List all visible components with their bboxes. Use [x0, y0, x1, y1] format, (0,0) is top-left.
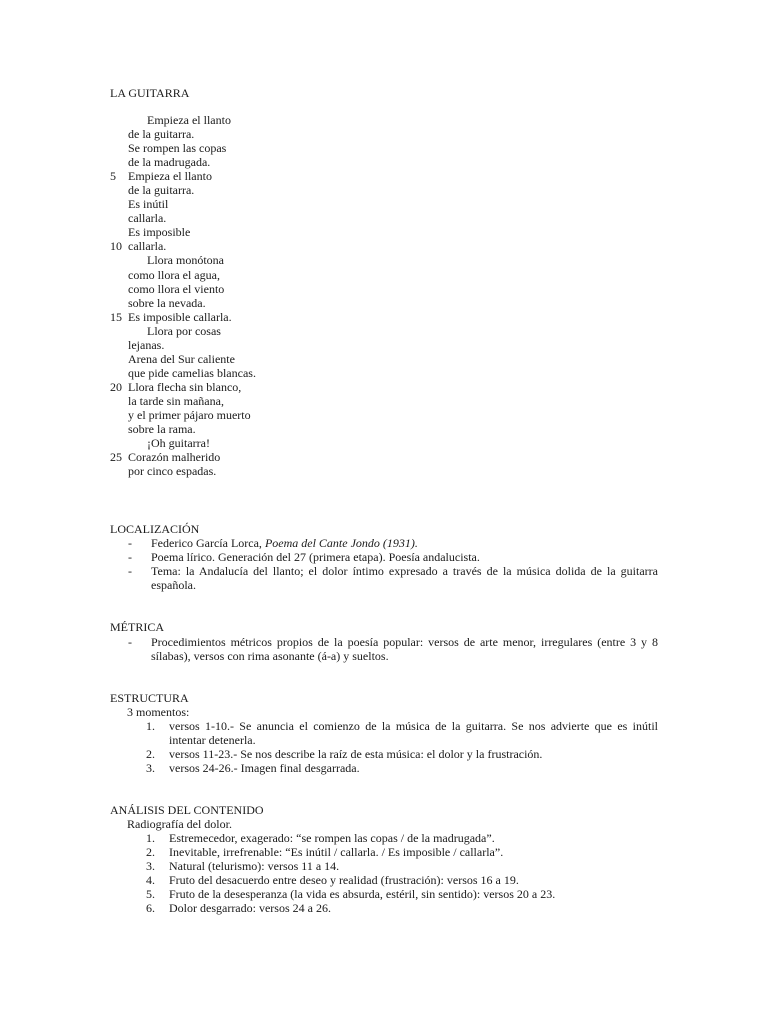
list-number: 4. — [146, 873, 155, 887]
line-text: Corazón malherido — [128, 450, 221, 465]
list-item — [110, 845, 658, 859]
list-item-text: Tema: la Andalucía del llanto; el dolor íntimo expresado a través de la música dolida de la guitarra española. — [151, 564, 658, 592]
analisis-intro: Radiografía del dolor. — [127, 817, 232, 831]
line-text: y el primer pájaro muerto — [128, 407, 251, 422]
line-text: sobre la rama. — [128, 422, 196, 437]
localizacion-list — [110, 536, 658, 592]
line-text: ¡Oh guitarra! — [147, 436, 210, 451]
line-text: de la guitarra. — [128, 127, 195, 142]
list-item-text: versos 24-26.- Imagen final desgarrada. — [169, 761, 360, 775]
list-item — [110, 887, 658, 901]
line-number: 25 — [110, 450, 122, 465]
line-text: Llora flecha sin blanco, — [128, 379, 242, 394]
list-item — [110, 536, 658, 550]
list-number: 6. — [146, 901, 155, 915]
author-name: Federico García Lorca, — [151, 536, 262, 550]
list-item — [110, 873, 658, 887]
metrica-list — [110, 635, 658, 663]
line-text: Se rompen las copas — [128, 141, 227, 156]
list-number: 3. — [146, 761, 155, 775]
line-text: lejanas. — [128, 337, 165, 352]
line-text: Es inútil — [128, 197, 169, 212]
line-text: como llora el viento — [128, 281, 225, 296]
dash-bullet: - — [128, 536, 132, 550]
line-number: 10 — [110, 239, 122, 254]
list-item-text: Dolor desgarrado: versos 24 a 26. — [169, 901, 331, 915]
section-heading-metrica: MÉTRICA — [110, 620, 164, 634]
list-item-text: Inevitable, irrefrenable: “Es inútil / callarla. / Es imposible / callarla”. — [169, 845, 504, 859]
list-item-text: Fruto del desacuerdo entre deseo y realidad (frustración): versos 16 a 19. — [169, 873, 519, 887]
line-text: Es imposible — [128, 225, 191, 240]
line-text: Empieza el llanto — [128, 169, 212, 184]
line-text: Es imposible callarla. — [128, 309, 232, 324]
estructura-list — [110, 719, 658, 775]
list-number: 2. — [146, 747, 155, 761]
line-text: como llora el agua, — [128, 267, 220, 282]
line-text: de la guitarra. — [128, 183, 195, 198]
list-number: 1. — [146, 719, 155, 733]
list-number: 2. — [146, 845, 155, 859]
list-item — [110, 859, 658, 873]
list-item-text: versos 11-23.- Se nos describe la raíz de esta música: el dolor y la frustración. — [169, 747, 543, 761]
line-text: Llora monótona — [147, 253, 224, 268]
line-text: que pide camelias blancas. — [128, 365, 256, 380]
work-title: Poema del Cante Jondo (1931). — [264, 536, 418, 550]
list-item — [110, 564, 658, 592]
list-item — [110, 761, 658, 775]
line-number: 5 — [110, 169, 116, 184]
poem-title: LA GUITARRA — [110, 86, 190, 100]
list-item-text: Procedimientos métricos propios de la poesía popular: versos de arte menor, irregulares (entre 3 y 8 sílabas), versos con rima asonante (á-a) y sueltos. — [151, 635, 658, 663]
section-heading-localizacion: LOCALIZACIÓN — [110, 522, 200, 536]
list-number: 1. — [146, 831, 155, 845]
line-text: Empieza el llanto — [147, 113, 231, 127]
list-number: 3. — [146, 859, 155, 873]
line-text: callarla. — [128, 211, 167, 226]
line-text: la tarde sin mañana, — [128, 393, 224, 408]
line-text: Arena del Sur caliente — [128, 351, 235, 366]
list-item-text: versos 1-10.- Se anuncia el comienzo de la música de la guitarra. Se nos advierte que es inútil intentar detenerla. — [169, 719, 658, 747]
list-item-text: Natural (telurismo): versos 11 a 14. — [169, 859, 340, 873]
list-item-text: Poema lírico. Generación del 27 (primera etapa). Poesía andalucista. — [151, 550, 480, 564]
dash-bullet: - — [128, 564, 132, 578]
dash-bullet: - — [128, 550, 132, 564]
line-text: Llora por cosas — [147, 323, 221, 338]
line-text: callarla. — [128, 239, 167, 254]
dash-bullet: - — [128, 635, 132, 649]
line-text: por cinco espadas. — [128, 464, 217, 479]
section-heading-analisis: ANÁLISIS DEL CONTENIDO — [110, 803, 264, 817]
list-item-text: Fruto de la desesperanza (la vida es absurda, estéril, sin sentido): versos 20 a 23. — [169, 887, 556, 901]
list-item — [110, 831, 658, 845]
list-item — [110, 747, 658, 761]
section-heading-estructura: ESTRUCTURA — [110, 691, 189, 705]
list-item — [110, 635, 658, 663]
list-number: 5. — [146, 887, 155, 901]
list-item — [110, 550, 658, 564]
line-number: 20 — [110, 379, 122, 394]
analisis-list — [110, 831, 658, 915]
line-number: 15 — [110, 309, 122, 324]
line-text: de la madrugada. — [128, 155, 211, 170]
estructura-intro: 3 momentos: — [127, 705, 190, 719]
line-text: sobre la nevada. — [128, 295, 206, 310]
list-item — [110, 719, 658, 747]
list-item — [110, 901, 658, 915]
list-item-text: Estremecedor, exagerado: “se rompen las copas / de la madrugada”. — [169, 831, 495, 845]
